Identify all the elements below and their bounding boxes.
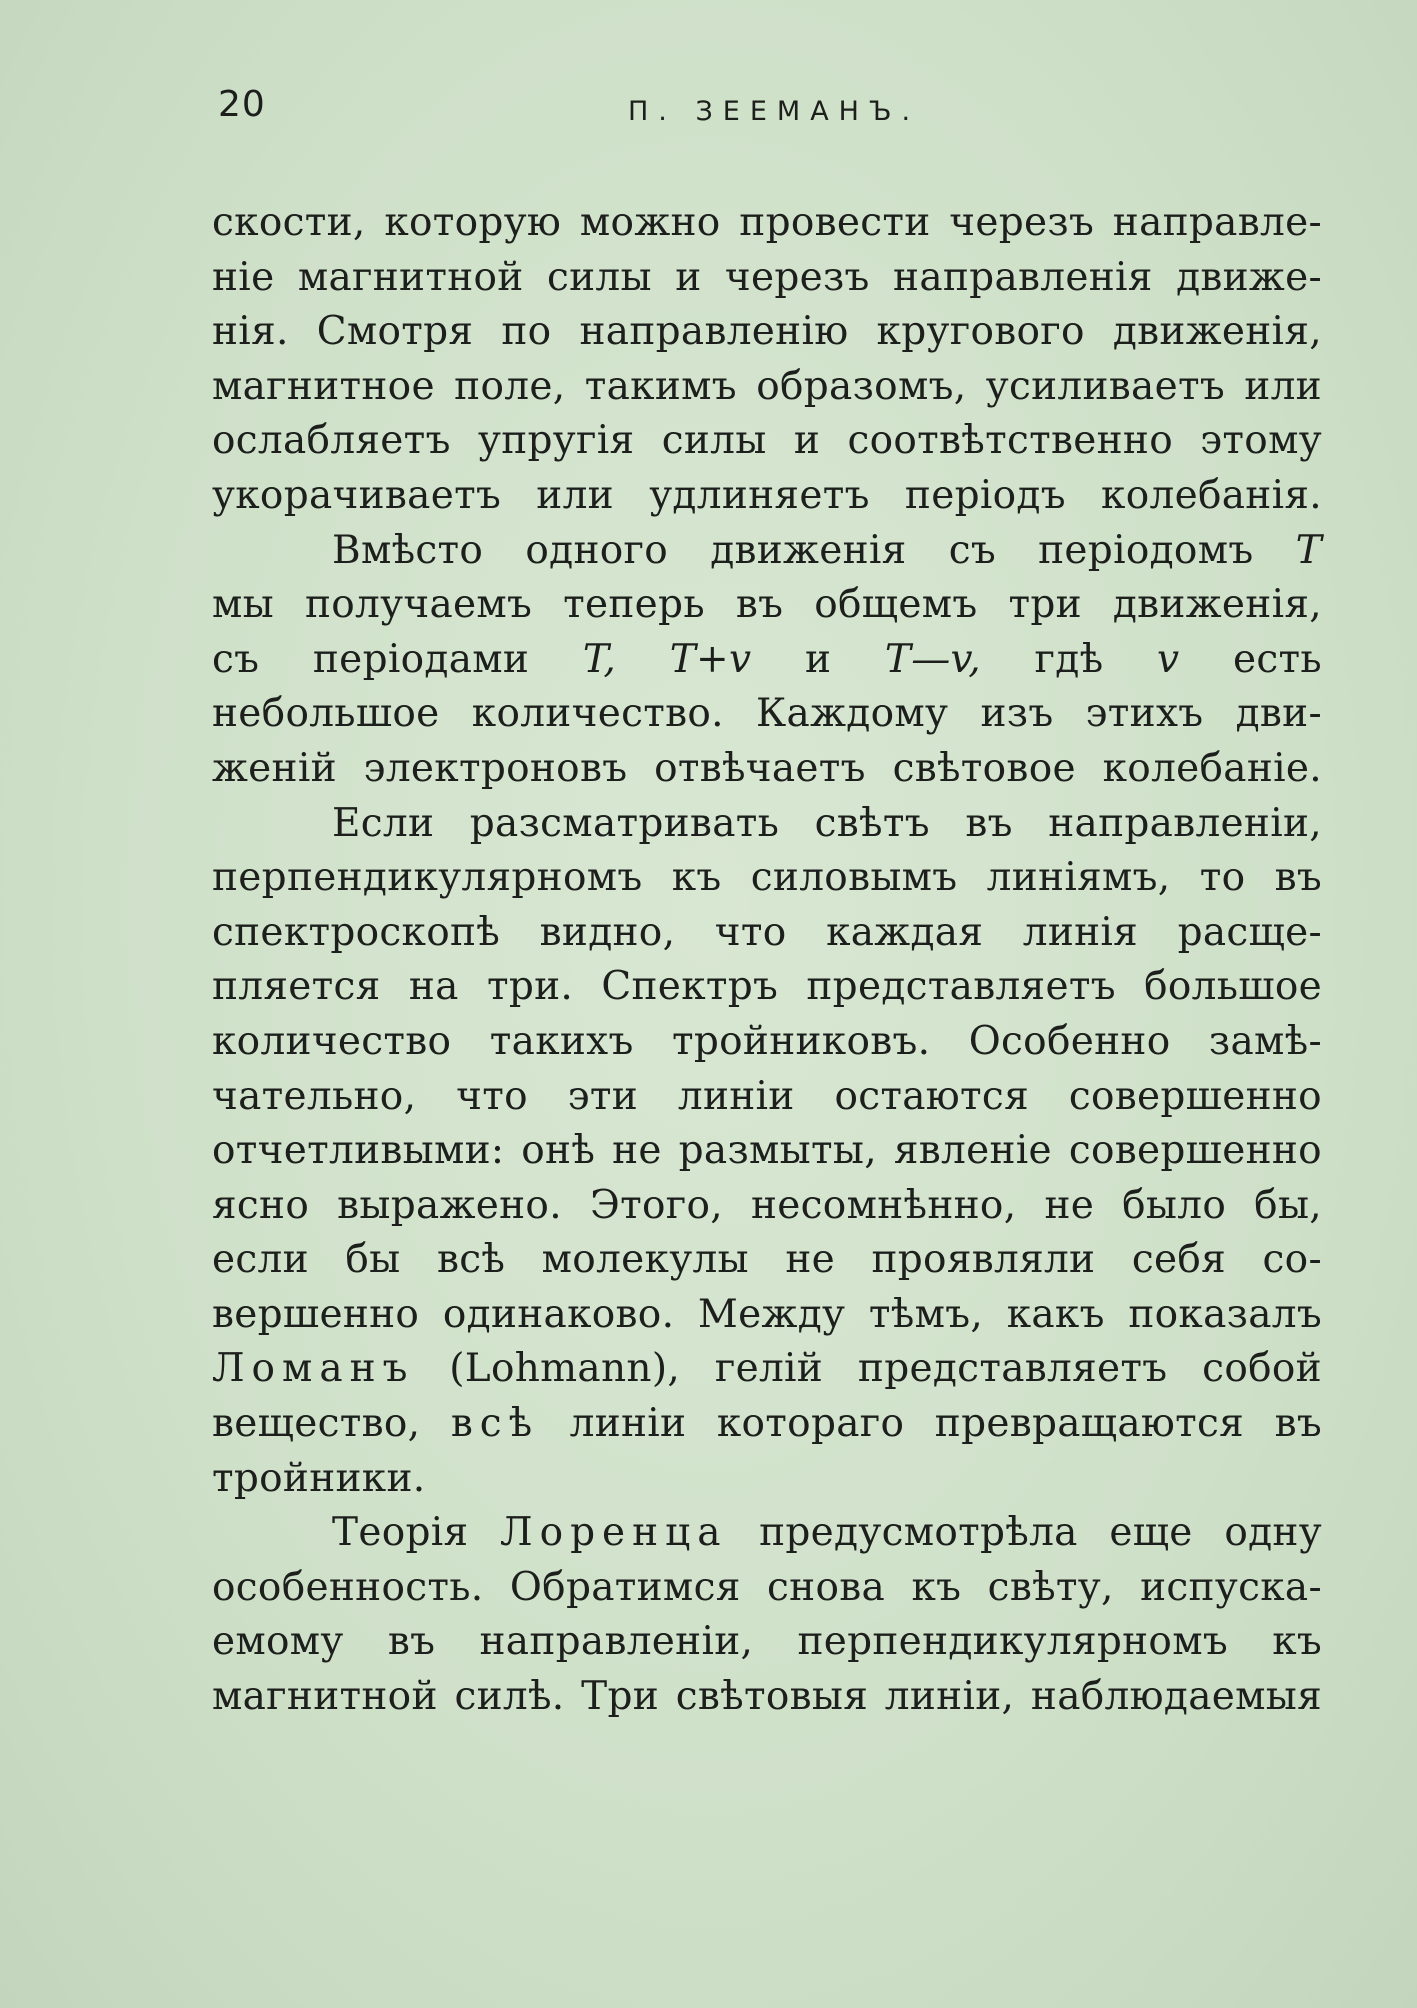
- text-word: если: [212, 1237, 309, 1283]
- text-line: [212, 797, 1322, 852]
- text-word: Лоренца: [500, 1510, 728, 1556]
- text-word: три.: [486, 964, 574, 1010]
- text-line: [212, 1288, 1322, 1343]
- text-word: магнитной: [297, 254, 524, 300]
- text-word: дви-: [1235, 691, 1322, 737]
- text-word: усиливаетъ: [985, 363, 1225, 409]
- text-word: одинаково.: [442, 1291, 675, 1337]
- text-word: вершенно: [212, 1291, 420, 1337]
- text-word: предусмотрѣла: [759, 1510, 1078, 1556]
- text-word: емому: [212, 1619, 344, 1665]
- text-word: то: [1199, 855, 1246, 901]
- text-word: было: [1122, 1182, 1227, 1228]
- text-word: Каждому: [756, 691, 949, 737]
- text-word: теперь: [563, 582, 705, 628]
- text-word: на: [408, 964, 459, 1010]
- text-word: линіи: [569, 1401, 687, 1447]
- text-word: не: [785, 1237, 836, 1283]
- text-line: [212, 305, 1322, 360]
- text-word: удлиняетъ: [649, 472, 870, 518]
- text-word: Смотря: [316, 309, 474, 355]
- text-word: ясно: [212, 1182, 310, 1228]
- text-word: несомнѣнно,: [750, 1182, 1017, 1228]
- text-word: какъ: [1006, 1291, 1105, 1337]
- text-line: [212, 906, 1322, 961]
- text-word: замѣ-: [1208, 1018, 1322, 1064]
- text-word: всѣ: [436, 1237, 506, 1283]
- text-word: (Lohmann),: [449, 1346, 681, 1392]
- text-word: черезъ: [724, 254, 870, 300]
- text-line: [212, 1015, 1322, 1070]
- text-word: направленіи,: [479, 1619, 754, 1665]
- text-word: v: [1157, 636, 1180, 682]
- text-word: тройники.: [212, 1455, 426, 1501]
- text-word: превращаются: [934, 1401, 1245, 1447]
- text-word: съ: [948, 527, 996, 573]
- text-line: [212, 414, 1322, 469]
- text-word: отчетливыми:: [212, 1128, 505, 1174]
- text-word: кругового: [876, 309, 1085, 355]
- text-word: въ: [387, 1619, 436, 1665]
- text-word: Вмѣсто: [332, 527, 484, 573]
- text-word: Теорія: [332, 1510, 469, 1556]
- text-word: можно: [579, 200, 721, 245]
- text-word: укорачиваетъ: [212, 472, 502, 518]
- text-word: что: [714, 909, 787, 955]
- text-word: періодами: [312, 636, 530, 682]
- text-word: линія: [1022, 909, 1139, 955]
- text-word: линіямъ,: [986, 855, 1171, 901]
- text-word: черезъ: [949, 200, 1095, 245]
- text-word: къ: [671, 855, 722, 901]
- text-word: пляется: [212, 964, 381, 1010]
- text-word: чательно,: [212, 1073, 417, 1119]
- text-word: къ: [911, 1564, 962, 1610]
- text-word: T—v,: [884, 636, 981, 682]
- text-word: движенія,: [1112, 582, 1322, 628]
- text-word: колебаніе.: [1102, 745, 1322, 791]
- text-word: къ: [1272, 1619, 1322, 1665]
- text-line: [212, 960, 1322, 1015]
- text-word: и: [804, 636, 832, 682]
- text-word: въ: [1274, 855, 1322, 901]
- text-word: направле-: [1112, 200, 1322, 245]
- text-word: съ: [212, 636, 260, 682]
- text-word: въ: [735, 582, 784, 628]
- text-line: [212, 1615, 1322, 1670]
- text-word: періодъ: [904, 472, 1066, 518]
- text-word: совершенно: [1068, 1073, 1322, 1119]
- text-word: скости,: [212, 200, 366, 245]
- text-word: Если: [332, 800, 435, 846]
- text-word: видно,: [539, 909, 676, 955]
- text-line: [212, 742, 1322, 797]
- text-word: силы: [546, 254, 652, 300]
- text-line: [212, 1342, 1322, 1397]
- text-word: этихъ: [1085, 691, 1204, 737]
- text-word: силѣ.: [454, 1674, 565, 1720]
- text-line: [212, 1397, 1322, 1452]
- text-word: движе-: [1176, 254, 1322, 300]
- text-word: перпендикулярномъ: [797, 1619, 1228, 1665]
- text-word: проявляли: [871, 1237, 1096, 1283]
- text-word: расще-: [1177, 909, 1322, 955]
- text-word: электроновъ: [363, 745, 628, 791]
- text-word: свѣтъ: [814, 800, 930, 846]
- text-word: представляетъ: [857, 1346, 1168, 1392]
- text-word: разсматривать: [469, 800, 780, 846]
- text-word: котораго: [716, 1401, 905, 1447]
- text-word: ослабляетъ: [212, 418, 451, 464]
- text-word: каждая: [826, 909, 984, 955]
- text-line: [212, 851, 1322, 906]
- text-word: въ: [1274, 1401, 1322, 1447]
- text-word: Спектръ: [601, 964, 779, 1010]
- text-word: соотвѣтственно: [847, 418, 1173, 464]
- text-word: такимъ: [584, 363, 737, 409]
- body-text: [212, 196, 1322, 1725]
- text-word: женій: [212, 745, 337, 791]
- text-line: [212, 578, 1322, 633]
- text-word: количество: [212, 1018, 452, 1064]
- text-word: снова: [767, 1564, 886, 1610]
- text-word: или: [1244, 363, 1322, 409]
- text-word: одного: [525, 527, 669, 573]
- text-word: Этого,: [589, 1182, 723, 1228]
- text-line: [212, 633, 1322, 688]
- text-word: отвѣчаетъ: [654, 745, 866, 791]
- text-word: онѣ: [521, 1128, 596, 1174]
- text-line: [212, 1452, 1322, 1507]
- text-word: ніе: [212, 254, 275, 300]
- text-word: спектроскопѣ: [212, 909, 501, 955]
- text-word: изъ: [980, 691, 1054, 737]
- text-word: такихъ: [489, 1018, 634, 1064]
- text-word: три: [1008, 582, 1082, 628]
- text-word: Обратимся: [509, 1564, 741, 1610]
- text-word: по: [501, 309, 552, 355]
- text-word: не: [612, 1128, 662, 1174]
- text-word: силы: [661, 418, 767, 464]
- text-word: въ: [965, 800, 1013, 846]
- text-word: провести: [739, 200, 931, 245]
- text-word: линіи,: [884, 1674, 1015, 1720]
- text-word: линіи: [677, 1073, 795, 1119]
- running-head: П. ЗЕЕМАНЪ.: [628, 96, 921, 127]
- text-line: [212, 1233, 1322, 1288]
- text-line: [212, 360, 1322, 415]
- text-word: Три: [581, 1674, 660, 1720]
- text-word: со-: [1262, 1237, 1322, 1283]
- text-word: или: [536, 472, 614, 518]
- text-word: есть: [1233, 636, 1322, 682]
- text-word: еще: [1109, 1510, 1193, 1556]
- text-word: T+v: [669, 636, 752, 682]
- text-word: общемъ: [814, 582, 978, 628]
- text-word: что: [456, 1073, 528, 1119]
- text-word: направленію: [579, 309, 849, 355]
- text-line: [212, 524, 1322, 579]
- text-word: вещество,: [212, 1401, 421, 1447]
- text-word: бы: [345, 1237, 401, 1283]
- text-word: магнитное: [212, 363, 435, 409]
- text-line: [212, 469, 1322, 524]
- text-word: себя: [1131, 1237, 1227, 1283]
- text-word: свѣту,: [987, 1564, 1114, 1610]
- text-word: перпендикулярномъ: [212, 855, 643, 901]
- text-word: Между: [697, 1291, 846, 1337]
- text-word: размыты,: [678, 1128, 877, 1174]
- text-word: показалъ: [1128, 1291, 1322, 1337]
- text-word: которую: [384, 200, 562, 245]
- text-word: движенія,: [1112, 309, 1322, 355]
- text-word: молекулы: [541, 1237, 749, 1283]
- text-word: гдѣ: [1034, 636, 1104, 682]
- text-word: испуска-: [1140, 1564, 1322, 1610]
- text-word: выражено.: [337, 1182, 562, 1228]
- text-word: тройниковъ.: [672, 1018, 931, 1064]
- text-word: и: [793, 418, 821, 464]
- text-word: количество.: [471, 691, 724, 737]
- text-word: періодомъ: [1038, 527, 1254, 573]
- text-word: силовымъ: [750, 855, 958, 901]
- text-word: тѣмъ,: [868, 1291, 984, 1337]
- text-word: поле,: [454, 363, 566, 409]
- text-word: эти: [567, 1073, 639, 1119]
- text-word: бы,: [1254, 1182, 1322, 1228]
- text-word: явленіе: [893, 1128, 1052, 1174]
- text-line: [212, 1179, 1322, 1234]
- text-word: магнитной: [212, 1674, 438, 1720]
- text-word: этому: [1200, 418, 1322, 464]
- text-word: собой: [1202, 1346, 1322, 1392]
- text-word: Особенно: [968, 1018, 1171, 1064]
- text-word: особенность.: [212, 1564, 484, 1610]
- page-number: 20: [218, 84, 266, 125]
- text-word: всѣ: [450, 1401, 540, 1447]
- text-word: направленія: [893, 254, 1153, 300]
- text-line: [212, 1506, 1322, 1561]
- text-line: [212, 1070, 1322, 1125]
- text-word: направленіи,: [1048, 800, 1322, 846]
- text-word: наблюдаемыя: [1030, 1674, 1322, 1720]
- text-line: [212, 196, 1322, 251]
- text-word: упругія: [477, 418, 635, 464]
- text-line: [212, 251, 1322, 306]
- text-word: мы: [212, 582, 274, 628]
- text-word: получаемъ: [304, 582, 533, 628]
- text-word: нія.: [212, 309, 289, 355]
- text-word: совершенно: [1068, 1128, 1322, 1174]
- text-word: остаются: [834, 1073, 1029, 1119]
- text-line: [212, 1124, 1322, 1179]
- text-word: T: [1295, 527, 1322, 573]
- text-word: одну: [1224, 1510, 1322, 1556]
- text-word: движенія: [710, 527, 907, 573]
- text-word: колебанія.: [1101, 472, 1322, 518]
- text-word: не: [1044, 1182, 1095, 1228]
- text-word: небольшое: [212, 691, 440, 737]
- text-word: свѣтовыя: [675, 1674, 869, 1720]
- text-word: большое: [1144, 964, 1322, 1010]
- text-word: гелій: [714, 1346, 824, 1392]
- text-line: [212, 1561, 1322, 1616]
- text-word: представляетъ: [806, 964, 1116, 1010]
- text-line: [212, 1670, 1322, 1725]
- text-line: [212, 687, 1322, 742]
- text-word: T,: [582, 636, 617, 682]
- text-word: образомъ,: [756, 363, 967, 409]
- text-word: Ломанъ: [212, 1346, 415, 1392]
- text-word: и: [675, 254, 702, 300]
- text-word: свѣтовое: [892, 745, 1076, 791]
